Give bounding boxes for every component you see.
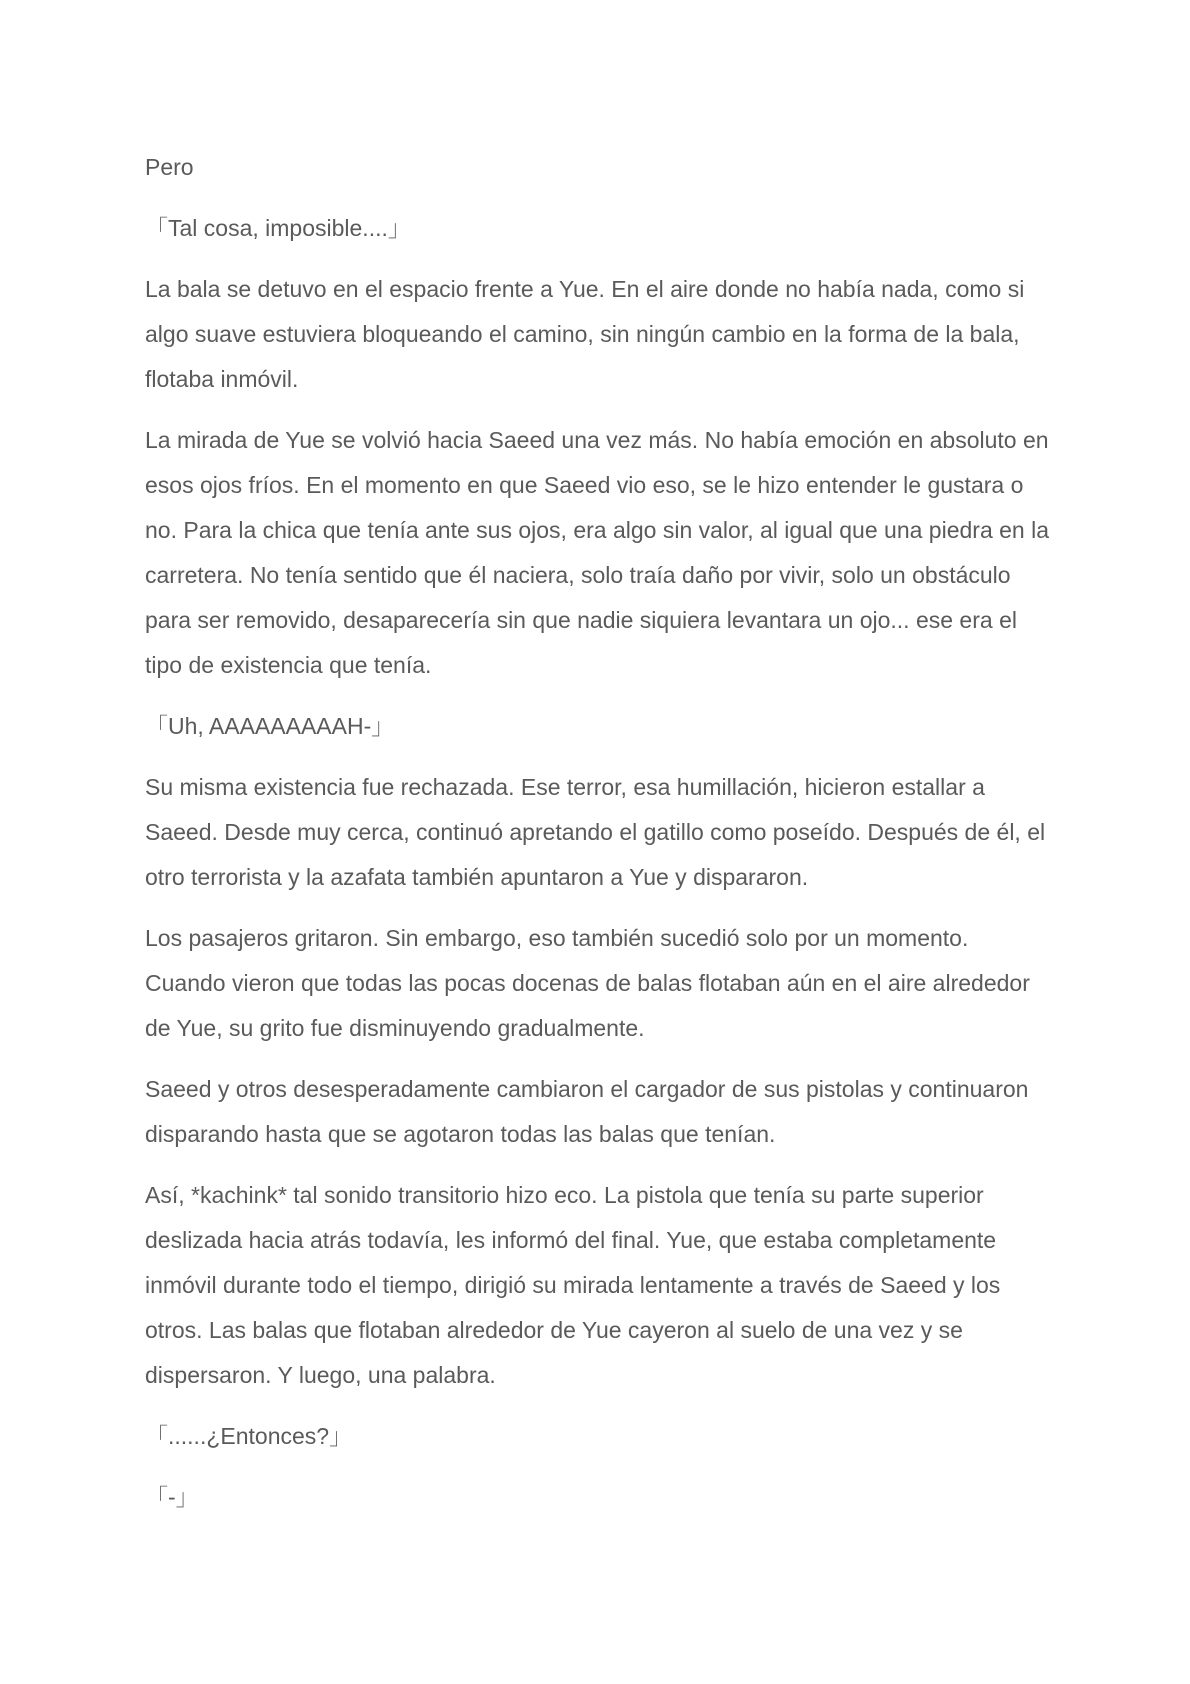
- paragraph: La mirada de Yue se volvió hacia Saeed una vez más. No había emoción en absoluto en esos ojos fríos. En el momento en que Saeed vio eso, se le hizo entender le gustara o no. Para la chica que tenía ante sus ojos, era algo sin valor, al igual que una piedra en la carretera. No tenía sentido que él naciera, solo traía daño por vivir, solo un obstáculo para ser removido, desaparecería sin que nadie siquiera levantara un ojo... ese era el tipo de existencia que tenía.: [145, 427, 1049, 678]
- dialogue-line: 「......¿Entonces?」: [145, 1423, 353, 1449]
- paragraph: Saeed y otros desesperadamente cambiaron el cargador de sus pistolas y continuaron disparando hasta que se agotaron todas las balas que tenían.: [145, 1076, 1029, 1147]
- paragraph: Su misma existencia fue rechazada. Ese terror, esa humillación, hicieron estallar a Saeed. Desde muy cerca, continuó apretando el gatillo como poseído. Después de él, el otro terrorista y la azafata también apuntaron a Yue y dispararon.: [145, 774, 1046, 890]
- document-body: [145, 145, 1055, 1536]
- dialogue-line: 「Tal cosa, imposible....」: [145, 215, 411, 241]
- paragraph: La bala se detuvo en el espacio frente a Yue. En el aire donde no había nada, como si algo suave estuviera bloqueando el camino, sin ningún cambio en la forma de la bala, flotaba inmóvil.: [145, 276, 1025, 392]
- paragraph: Los pasajeros gritaron. Sin embargo, eso también sucedió solo por un momento. Cuando vieron que todas las pocas docenas de balas flotaban aún en el aire alrededor de Yue, su grito fue disminuyendo gradualmente.: [145, 925, 1030, 1041]
- dialogue-line: 「Uh, AAAAAAAAAH-」: [145, 713, 395, 739]
- dialogue-line: 「-」: [145, 1484, 199, 1510]
- paragraph: Pero: [145, 154, 194, 180]
- paragraph: Así, *kachink* tal sonido transitorio hizo eco. La pistola que tenía su parte superior deslizada hacia atrás todavía, les informó del final. Yue, que estaba completamente inmóvil durante todo el tiempo, dirigió su mirada lentamente a través de Saeed y los otros. Las balas que flotaban alrededor de Yue cayeron al suelo de una vez y se dispersaron. Y luego, una palabra.: [145, 1182, 1001, 1388]
